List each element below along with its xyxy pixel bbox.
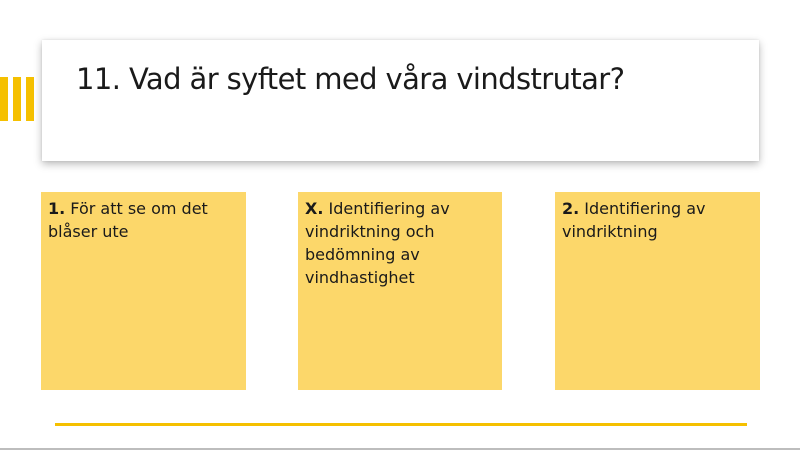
option-card-2 xyxy=(555,192,760,390)
accent-bar xyxy=(26,77,34,121)
option-card-1 xyxy=(41,192,246,390)
option-marker: 1. xyxy=(48,199,66,218)
accent-bar xyxy=(13,77,21,121)
slide-title: 11. Vad är syftet med våra vindstrutar? xyxy=(76,62,625,96)
option-text: Identifiering av vindriktning och bedömning av vindhastighet xyxy=(305,199,450,287)
accent-bar xyxy=(0,77,8,121)
bottom-accent-line xyxy=(55,423,747,426)
option-text: För att se om det blåser ute xyxy=(48,199,208,241)
option-text: Identifiering av vindriktning xyxy=(562,199,706,241)
option-marker: 2. xyxy=(562,199,580,218)
option-marker: X. xyxy=(305,199,324,218)
option-card-x xyxy=(298,192,502,390)
title-box xyxy=(42,40,759,161)
